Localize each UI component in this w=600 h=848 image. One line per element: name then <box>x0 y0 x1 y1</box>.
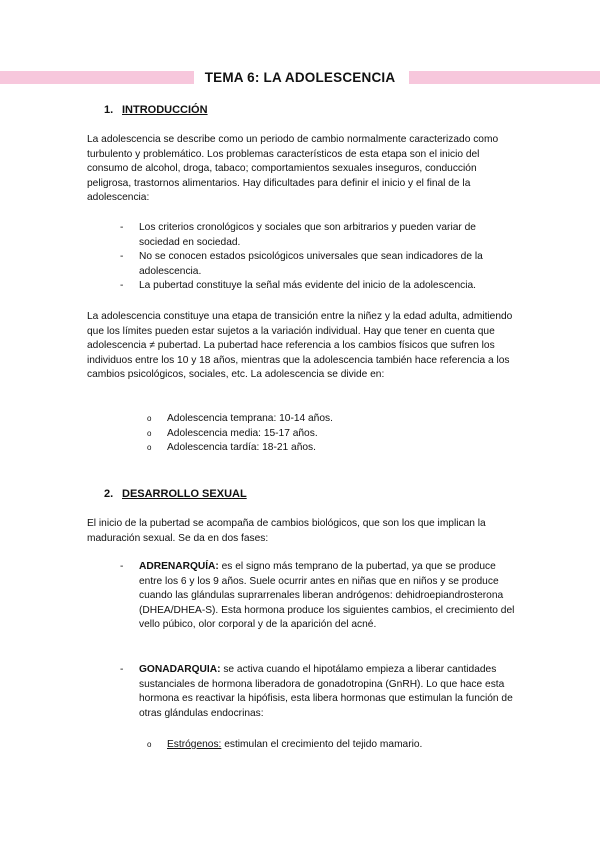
phase-2-text: se activa cuando el hipotálamo empieza a liberar cantidades sustanciales de hormona liberadora de gonadotropina (GnRH). Lo que hace esta hormona es reactivar la hipófisis, esta libera hormonas que estimulan la función de otras glándulas endocrinas: <box>139 664 513 719</box>
dash-bullet: - <box>120 664 124 675</box>
circle-bullet-icon: o <box>147 740 152 749</box>
sub-1-term: Estrógenos: <box>167 739 222 750</box>
dash-bullet: - <box>120 251 124 263</box>
phase-1-text: es el signo más temprano de la pubertad, ya que se produce entre los 6 y los 9 años. Suele ocurrir antes en niñas que en niños y se produce cuando las glándulas suprarrenales liberan andrógenos: dehidroepiandrosterona (DHEA/DHEA-S). Esta hormona produce los siguientes cambios, el crecimiento del vello púbico, olor corporal y de la aparición del acné. <box>139 561 515 631</box>
development-paragraph: El inicio de la pubertad se acompaña de cambios biológicos, que son los que implican la maduración sexual. Se da en dos fases: <box>87 518 486 544</box>
list-item: o Adolescencia temprana: 10-14 años. <box>167 412 467 427</box>
sub-1-text: estimulan el crecimiento del tejido mamario. <box>221 739 423 750</box>
circle-bullet-icon: o <box>147 414 152 423</box>
dash-bullet: - <box>120 280 124 292</box>
section-1-number: 1. <box>104 104 114 116</box>
section-1-heading <box>104 104 208 116</box>
list-item: - Los criterios cronológicos y sociales que son arbitrarios y pueden variar de sociedad en sociedad. <box>120 222 476 248</box>
circle-bullet-icon: o <box>147 443 152 453</box>
phase-adrenarquia <box>120 560 521 633</box>
section-1-title: INTRODUCCIÓN <box>122 104 208 116</box>
circle-bullet-icon: o <box>147 428 152 438</box>
intro-paragraph-1: La adolescencia se describe como un periodo de cambio normalmente caracterizado como turbulento y problemático. Los problemas característicos de esta etapa son el inicio del consumo de alcohol, droga, tabaco; comportamientos sexuales inseguros, conducción peligrosa, trastornos alimentarios. Hay dificultades para definir el inicio y el final de la adolescencia: <box>87 134 499 204</box>
page-title: TEMA 6: LA ADOLESCENCIA <box>204 70 396 85</box>
list-item: - La pubertad constituye la señal más evidente del inicio de la adolescencia. <box>139 279 519 294</box>
intro-paragraph-2: La adolescencia constituye una etapa de transición entre la niñez y la edad adulta, admitiendo que los límites pueden estar sujetos a la variación individual. Hay que tener en cuenta que adolescencia ≠ pubertad. La pubertad hace referencia a los cambios físicos que sufren los individuos entre los 10 y 18 años, mientras que la adolescencia también hace referencia a los cambios psicológicos, sociales, etc. La adolescencia se divide en: <box>87 311 513 381</box>
section-2-heading <box>104 488 247 500</box>
list-item: o Adolescencia media: 15-17 años. <box>167 427 467 442</box>
phase-2-term: GONADARQUIA: <box>139 664 221 675</box>
dash-bullet: - <box>120 561 124 572</box>
section-2-number: 2. <box>104 488 114 500</box>
intro-bullet-list <box>120 221 519 294</box>
list-item: - No se conocen estados psicológicos universales que sean indicadores de la adolescencia. <box>120 251 483 277</box>
stages-list <box>147 412 467 456</box>
list-item: o Adolescencia tardía: 18-21 años. <box>167 441 467 456</box>
phase-1-term: ADRENARQUÍA: <box>139 561 219 572</box>
sub-item-estrogenos <box>147 738 507 753</box>
phase-gonadarquia <box>120 663 521 721</box>
section-2-title: DESARROLLO SEXUAL <box>122 488 247 500</box>
dash-bullet: - <box>120 222 124 233</box>
